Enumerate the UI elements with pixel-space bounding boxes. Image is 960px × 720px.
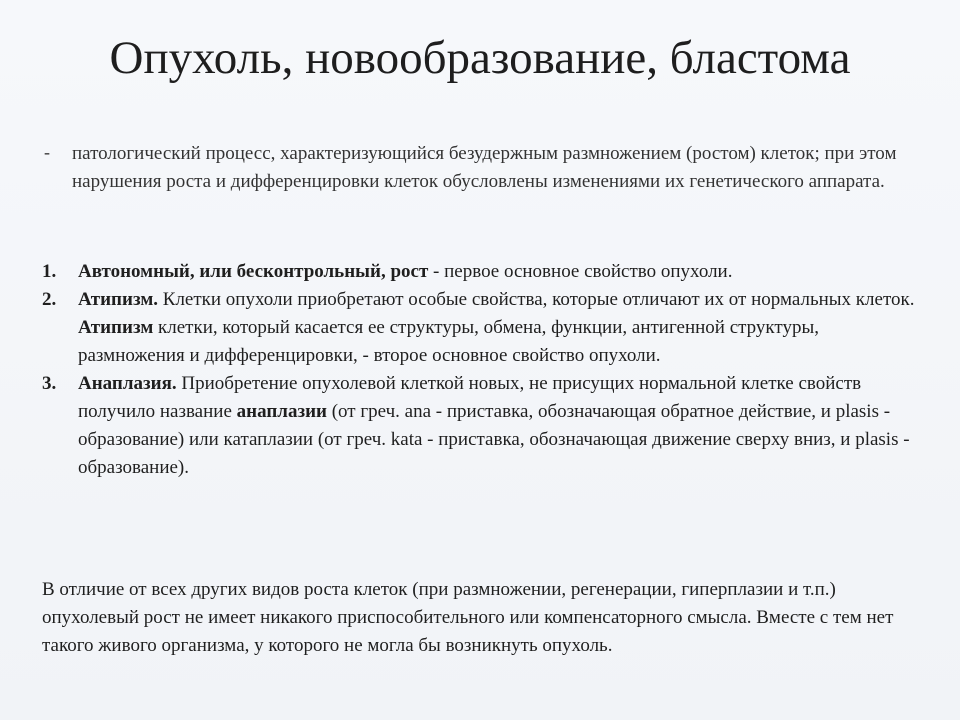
item-text: - первое основное свойство опухоли. bbox=[428, 261, 733, 282]
item-number: 3. bbox=[42, 373, 57, 394]
item-term-inline: анаплазии bbox=[236, 401, 327, 422]
item-number: 2. bbox=[42, 289, 57, 310]
properties-list bbox=[42, 258, 922, 482]
item-text: (от греч. ana - приставка, обозначающая обратное действие, и plasis - образование) или катаплазии (от греч. kata - приставка, обозначающая движение сверху вниз, и plasis - образование). bbox=[78, 401, 910, 478]
page-title: Опухоль, новообразование, бластома bbox=[109, 32, 851, 84]
closing-paragraph: В отличие от всех других видов роста клеток (при размножении, регенерации, гиперплазии и т.п.) опухолевый рост не имеет никакого приспособительного или компенсаторного смысла. Вместе с тем нет такого живого организма, у которого не могла бы возникнуть опухоль. bbox=[42, 579, 894, 656]
dash-bullet: - bbox=[44, 142, 50, 162]
item-term: Атипизм. bbox=[78, 289, 159, 310]
item-number: 1. bbox=[42, 261, 57, 282]
item-text: клетки, который касается ее структуры, обмена, функции, антигенной структуры, размножения и дифференцировки, - второе основное свойство опухоли. bbox=[78, 317, 819, 366]
list-item-autonomous-growth bbox=[42, 258, 922, 286]
item-term-inline: Атипизм bbox=[78, 317, 154, 338]
list-item-anaplasia bbox=[42, 370, 922, 482]
item-text: Клетки опухоли приобретают особые свойства, которые отличают их от нормальных клеток. bbox=[158, 289, 915, 310]
list-item-atypism bbox=[42, 286, 922, 370]
definition-text: патологический процесс, характеризующийся безудержным размножением (ростом) клеток; при этом нарушения роста и дифференцировки клеток обусловлены изменениями их генетического аппарата. bbox=[72, 143, 897, 192]
item-text: Приобретение опухолевой клеткой новых, не присущих нормальной клетке свойств получило название bbox=[78, 373, 862, 422]
item-term: Автономный, или бесконтрольный, рост bbox=[78, 261, 429, 282]
item-term: Анаплазия. bbox=[78, 373, 177, 394]
